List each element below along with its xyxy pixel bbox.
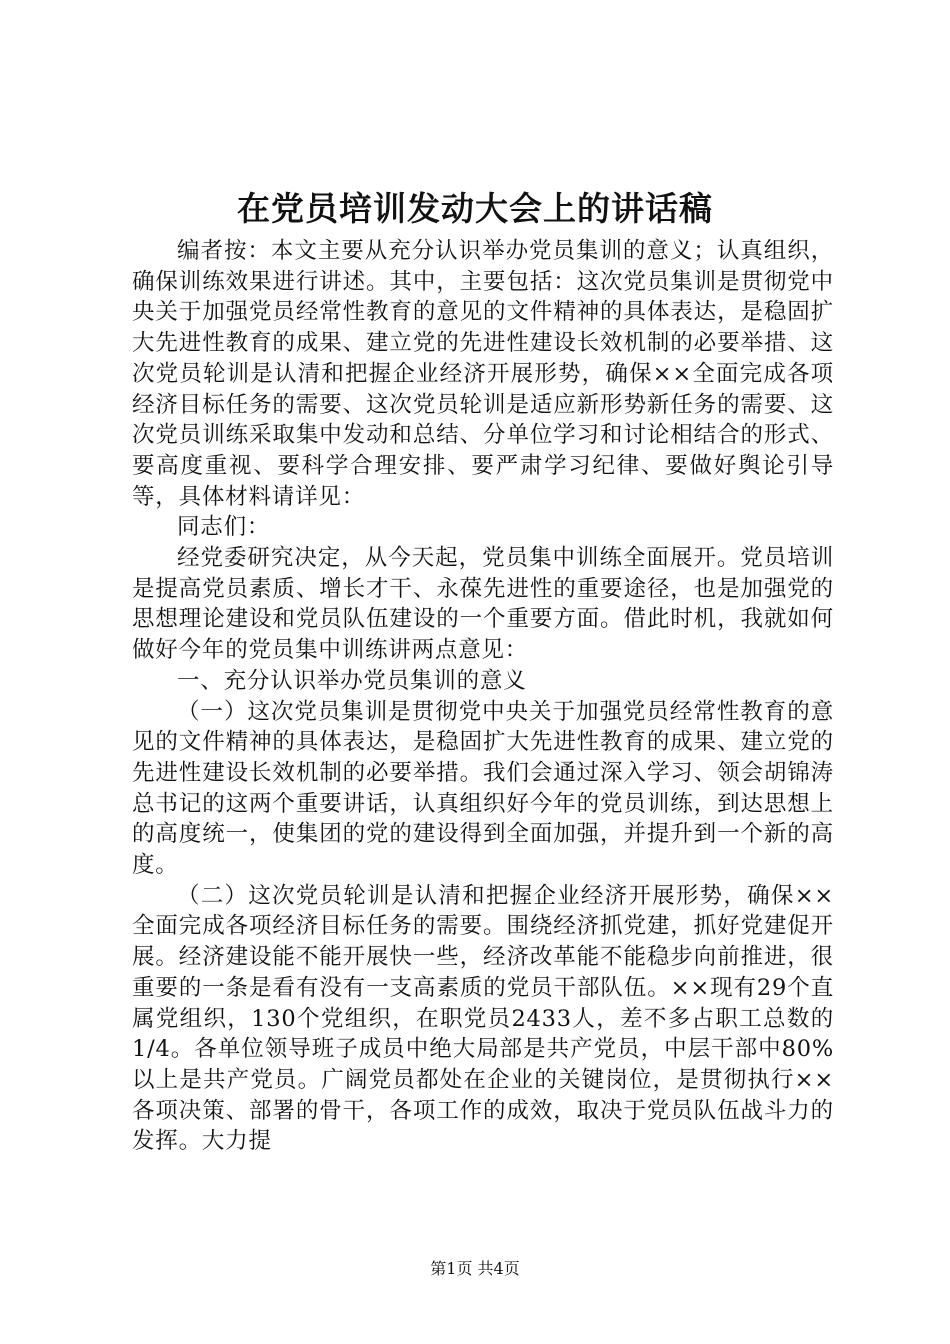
document-title: 在党员培训发动大会上的讲话稿 bbox=[237, 189, 713, 228]
subsection-paragraph-1: （一）这次党员集训是贯彻党中央关于加强党员经常性教育的意见的文件精神的具体表达，是稳固扩大先进性教育的成果、建立党的先进性建设长效机制的必要举措。我们会通过深入学习、领会胡锦涛总书记的这两个重要讲话，认真组织好今年的党员训练，到达思想上的高度统一，使集团的党的建设得到全面加强，并提升到一个新的高度。 bbox=[132, 698, 834, 879]
editor-note-paragraph: 编者按：本文主要从充分认识举办党员集训的意义；认真组织，确保训练效果进行讲述。其中，主要包括：这次党员集训是贯彻党中央关于加强党员经常性教育的意见的文件精神的具体表达，是稳固扩大先进性教育的成果、建立党的先进性建设长效机制的必要举措、这次党员轮训是认清和把握企业经济开展形势，确保××全面完成各项经济目标任务的需要、这次党员轮训是适应新形势新任务的需要、这次党员训练采取集中发动和总结、分单位学习和讨论相结合的形式、要高度重视、要科学合理安排、要严肃学习纪律、要做好舆论引导等，具体材料请详见： bbox=[132, 238, 834, 510]
subsection-paragraph-2: （二）这次党员轮训是认清和把握企业经济开展形势，确保××全面完成各项经济目标任务的需要。围绕经济抓党建，抓好党建促开展。经济建设能不能开展快一些，经济改革能不能稳步向前推进，很重要的一条是看有没有一支高素质的党员干部队伍。××现有29个直属党组织，130个党组织，在职党员2433人，差不多占职工总数的1/4。各单位领导班子成员中绝大局部是共产党员，中层干部中80%以上是共产党员。广阔党员都处在企业的关键岗位，是贯彻执行××各项决策、部署的骨干，各项工作的成效，取决于党员队伍战斗力的发挥。大力提 bbox=[132, 882, 834, 1155]
page-number-footer: 第1页 共4页 bbox=[430, 1259, 520, 1278]
intro-paragraph: 经党委研究决定，从今天起，党员集中训练全面展开。党员培训是提高党员素质、增长才干、永葆先进性的重要途径，也是加强党的思想理论建设和党员队伍建设的一个重要方面。借此时机，我就如何做好今年的党员集中训练讲两点意见： bbox=[132, 545, 834, 664]
salutation-paragraph: 同志们： bbox=[177, 514, 271, 541]
document-body bbox=[132, 236, 834, 1157]
section-heading-1: 一、充分认识举办党员集训的意义 bbox=[177, 667, 527, 694]
